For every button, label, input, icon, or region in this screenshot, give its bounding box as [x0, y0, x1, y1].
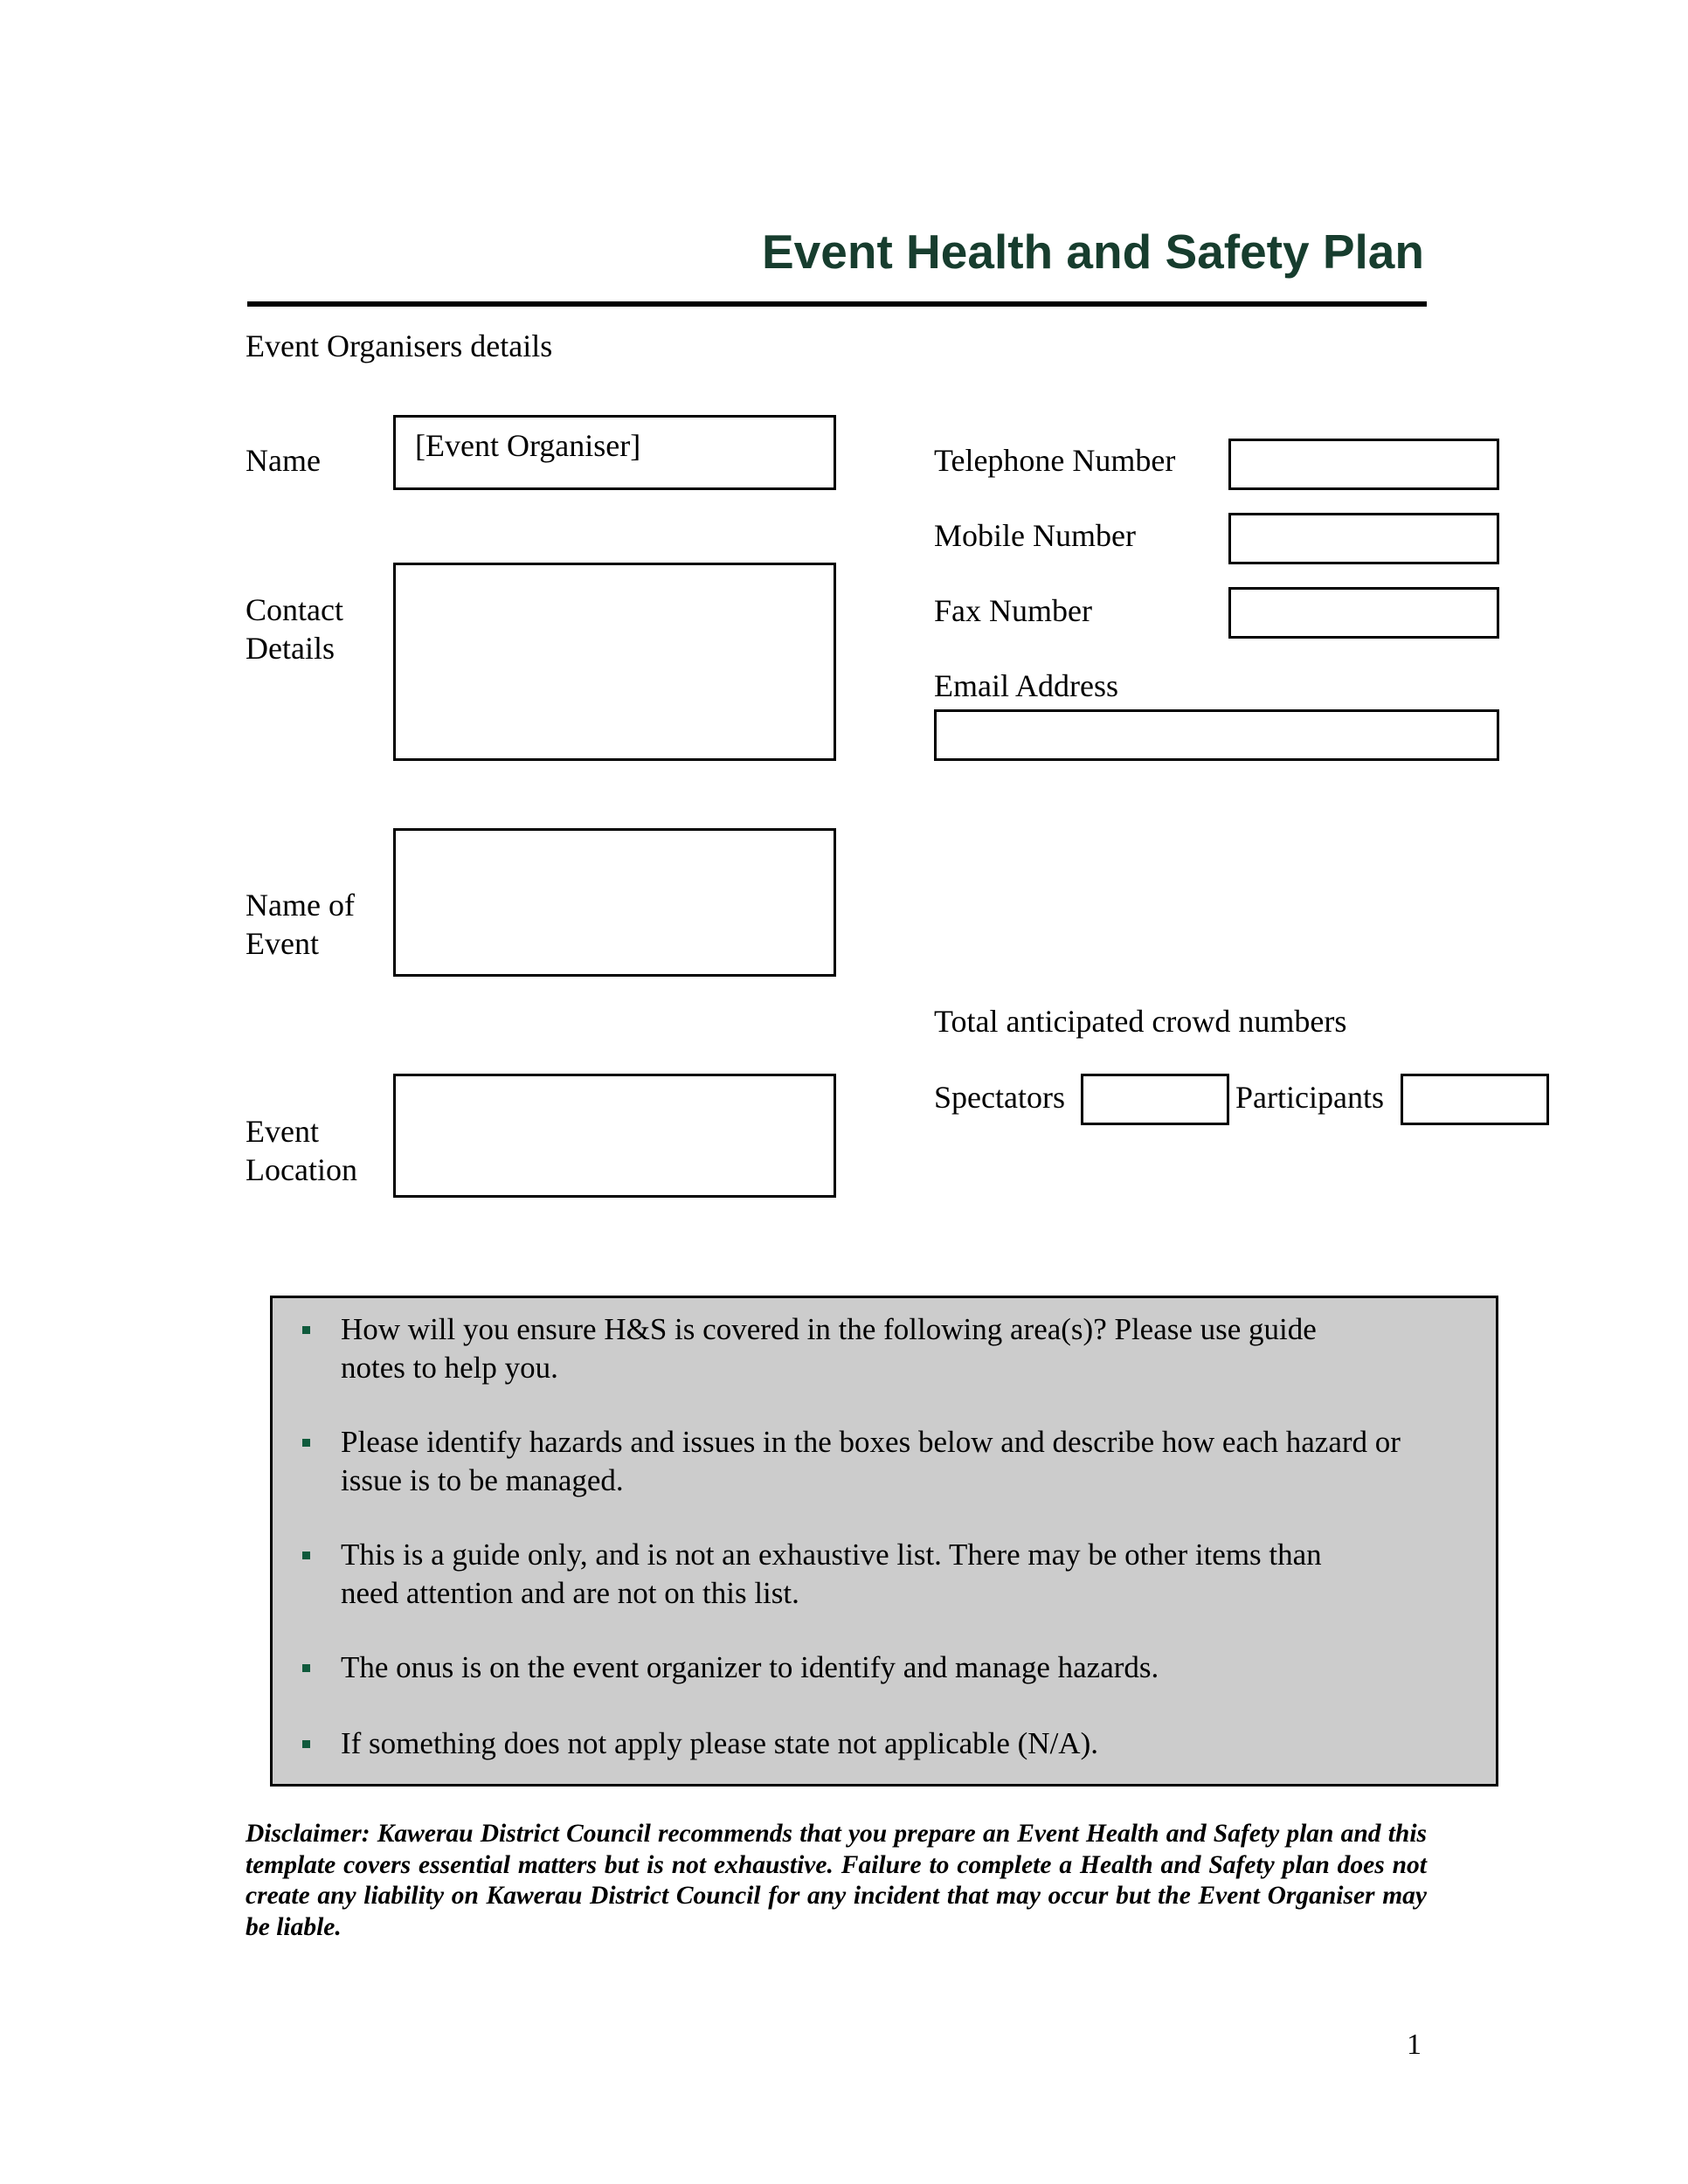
- name-field-value: [Event Organiser]: [415, 428, 641, 463]
- fax-field[interactable]: [1228, 587, 1499, 639]
- guidance-line: issue is to be managed.: [341, 1463, 624, 1497]
- event-location-field[interactable]: [393, 1074, 836, 1198]
- name-of-event-label-line1: Name of: [246, 888, 355, 923]
- email-label: Email Address: [934, 668, 1118, 703]
- telephone-field[interactable]: [1228, 439, 1499, 490]
- event-location-label: [246, 1112, 357, 1189]
- square-bullet-icon: [302, 1439, 310, 1447]
- telephone-label: Telephone Number: [934, 443, 1176, 478]
- square-bullet-icon: [302, 1740, 310, 1748]
- guidance-item: [341, 1310, 1477, 1387]
- name-of-event-field[interactable]: [393, 828, 836, 977]
- guidance-line: If something does not apply please state not applicable (N/A).: [341, 1726, 1098, 1760]
- document-title: Event Health and Safety Plan: [762, 225, 1424, 279]
- guidance-line: Please identify hazards and issues in the boxes below and describe how each hazard or: [341, 1425, 1401, 1459]
- participants-label: Participants: [1235, 1080, 1384, 1115]
- section-heading: Event Organisers details: [246, 328, 553, 363]
- guidance-line: This is a guide only, and is not an exhaustive list. There may be other items than: [341, 1538, 1322, 1572]
- guidance-line: need attention and are not on this list.: [341, 1576, 799, 1610]
- page-number: 1: [1407, 2028, 1422, 2061]
- name-field[interactable]: [393, 415, 836, 490]
- square-bullet-icon: [302, 1326, 310, 1334]
- guidance-item: [341, 1536, 1477, 1613]
- spectators-field[interactable]: [1081, 1074, 1229, 1125]
- email-field[interactable]: [934, 709, 1499, 761]
- fax-label: Fax Number: [934, 593, 1092, 628]
- contact-label-line1: Contact: [246, 592, 343, 627]
- title-divider: [247, 301, 1427, 307]
- event-location-label-line1: Event: [246, 1114, 319, 1149]
- contact-label-line2: Details: [246, 631, 335, 666]
- spectators-label: Spectators: [934, 1080, 1065, 1115]
- participants-field[interactable]: [1401, 1074, 1549, 1125]
- square-bullet-icon: [302, 1664, 310, 1672]
- guidance-line: The onus is on the event organizer to identify and manage hazards.: [341, 1650, 1159, 1684]
- contact-details-label: [246, 591, 343, 667]
- guidance-panel: [270, 1296, 1498, 1787]
- name-of-event-label-line2: Event: [246, 926, 319, 961]
- disclaimer-text: Disclaimer: Kawerau District Council recommends that you prepare an Event Health and Safety plan and this template covers essential matters but is not exhaustive. Failure to complete a Health and Safety plan does not create any liability on Kawerau District Council for any incident that may occur but the Event Organiser may be liable.: [246, 1820, 1427, 1941]
- guidance-item: [341, 1648, 1477, 1687]
- name-of-event-label: [246, 886, 355, 963]
- mobile-field[interactable]: [1228, 513, 1499, 564]
- guidance-line: How will you ensure H&S is covered in the following area(s)? Please use guide: [341, 1312, 1317, 1346]
- guidance-item: [341, 1724, 1477, 1763]
- guidance-line: notes to help you.: [341, 1351, 558, 1385]
- name-label: Name: [246, 443, 321, 478]
- guidance-item: [341, 1423, 1477, 1500]
- crowd-numbers-heading: Total anticipated crowd numbers: [934, 1004, 1347, 1039]
- mobile-label: Mobile Number: [934, 518, 1136, 553]
- square-bullet-icon: [302, 1552, 310, 1559]
- contact-details-field[interactable]: [393, 563, 836, 761]
- event-location-label-line2: Location: [246, 1152, 357, 1187]
